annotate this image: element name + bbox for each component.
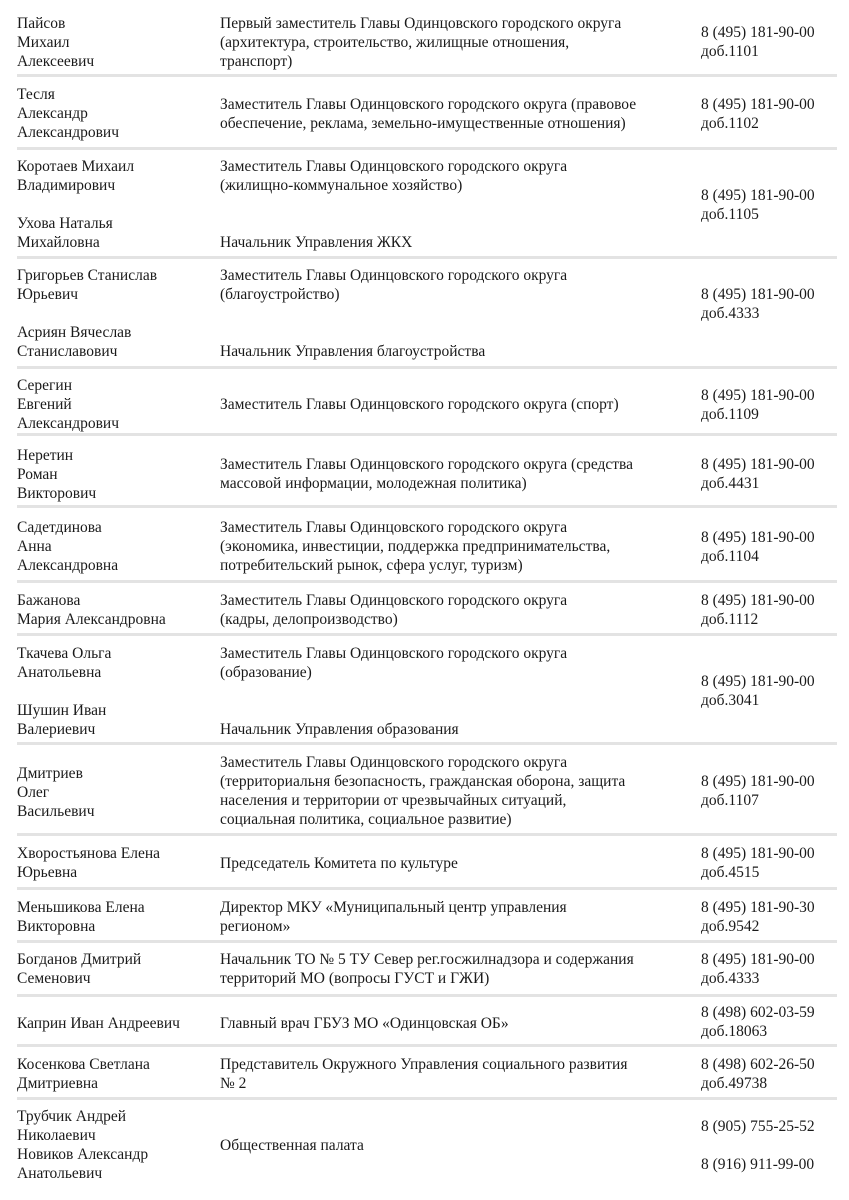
table-row: [17, 748, 837, 836]
position-description: Заместитель Главы Одинцовского городского округа (кадры, делопроизводство): [220, 592, 568, 628]
person-name: Григорьев Станислав Юрьевич: [17, 267, 158, 303]
phone-number: 8 (498) 602-03-59 доб.18063: [701, 1004, 815, 1040]
phone-number: 8 (495) 181-90-00 доб.1102: [701, 96, 815, 132]
position-description: Заместитель Главы Одинцовского городского округа (средства массовой информации, молодежная политика): [220, 456, 634, 492]
table-row: [17, 511, 837, 583]
position-description: Заместитель Главы Одинцовского городского округа (жилищно-коммунальное хозяйство): [220, 158, 568, 194]
phone-number: 8 (495) 181-90-00 доб.1101: [701, 24, 815, 60]
table-row: [17, 586, 837, 636]
position-description: Заместитель Главы Одинцовского городского округа (благоустройство): [220, 267, 568, 303]
table-row: [17, 262, 837, 369]
position-description: Заместитель Главы Одинцовского городского округа (спорт): [220, 396, 619, 413]
person-name: Дмитриев Олег Васильевич: [17, 765, 95, 820]
phone-number: 8 (495) 181-90-00 доб.3041: [701, 673, 815, 709]
person-name: Пайсов Михаил Алексеевич: [17, 15, 95, 70]
table-row: [17, 1000, 837, 1047]
table-row: [17, 153, 837, 259]
person-name: Бажанова Мария Александровна: [17, 592, 166, 628]
table-row: [17, 1103, 837, 1200]
person-name: Трубчик Андрей Николаевич Новиков Александр Анатольевич: [17, 1108, 149, 1182]
table-row: [17, 439, 837, 508]
person-name: Садетдинова Анна Александровна: [17, 519, 119, 574]
position-description: Заместитель Главы Одинцовского городского округа (образование): [220, 645, 568, 681]
position-description: Главный врач ГБУЗ МО «Одинцовская ОБ»: [220, 1015, 509, 1032]
person-name: Тесля Александр Александрович: [17, 86, 119, 141]
person-name: Серегин Евгений Александрович: [17, 377, 119, 432]
position-description: Заместитель Главы Одинцовского городского округа (правовое обеспечение, реклама, земельно-имущественные отношения): [220, 96, 637, 132]
phone-number: 8 (495) 181-90-00 доб.4333: [701, 951, 815, 987]
person-name: Ухова Наталья Михайловна: [17, 215, 113, 251]
position-description: Директор МКУ «Муниципальный центр управления регионом»: [220, 899, 567, 935]
person-name: Богданов Дмитрий Семенович: [17, 951, 142, 987]
position-description: Начальник ТО № 5 ТУ Север рег.госжилнадзора и содержания территорий МО (вопросы ГУСТ и ГЖИ): [220, 951, 634, 987]
phone-number: 8 (495) 181-90-00 доб.1107: [701, 773, 815, 809]
position-description: Председатель Комитета по культуре: [220, 855, 458, 872]
person-name: Шушин Иван Валериевич: [17, 702, 107, 738]
position-description: Первый заместитель Главы Одинцовского городского округа (архитектура, строительство, жилищные отношения, транспорт): [220, 15, 622, 70]
person-name: Косенкова Светлана Дмитриевна: [17, 1056, 150, 1092]
table-row: [17, 80, 837, 150]
person-name: Каприн Иван Андреевич: [17, 1015, 180, 1032]
phone-number: 8 (495) 181-90-00 доб.4333: [701, 286, 815, 322]
table-row: [17, 839, 837, 890]
position-description: Заместитель Главы Одинцовского городского округа (экономика, инвестиции, поддержка предпринимательства, потребительский рынок, сфера услуг, туризм): [220, 519, 611, 574]
position-description: Представитель Окружного Управления социального развития № 2: [220, 1056, 628, 1092]
table-row: [17, 639, 837, 745]
phone-number: 8 (495) 181-90-00 доб.1109: [701, 387, 815, 423]
position-description: Начальник Управления образования: [220, 721, 459, 738]
phone-number: 8 (495) 181-90-00 доб.1105: [701, 187, 815, 223]
position-description: Общественная палата: [220, 1137, 364, 1154]
position-description: Начальник Управления ЖКХ: [220, 234, 413, 251]
phone-number: 8 (905) 755-25-52 8 (916) 911-99-00: [701, 1118, 815, 1173]
table-row: [17, 372, 837, 436]
person-name: Асриян Вячеслав Станиславович: [17, 324, 132, 360]
person-name: Неретин Роман Викторович: [17, 447, 97, 502]
table-row: [17, 10, 837, 77]
person-name: Коротаев Михаил Владимирович: [17, 158, 135, 194]
phone-number: 8 (495) 181-90-00 доб.1104: [701, 529, 815, 565]
phone-number: 8 (495) 181-90-00 доб.4515: [701, 845, 815, 881]
phone-number: 8 (498) 602-26-50 доб.49738: [701, 1056, 815, 1092]
position-description: Заместитель Главы Одинцовского городского округа (территориальня безопасность, гражданская оборона, защита населения и территории от чрезвычайных ситуаций, социальная политика, социальное развитие): [220, 754, 626, 828]
person-name: Ткачева Ольга Анатольевна: [17, 645, 112, 681]
table-row: [17, 893, 837, 943]
position-description: Начальник Управления благоустройства: [220, 343, 486, 360]
person-name: Меньшикова Елена Викторовна: [17, 899, 145, 935]
phone-number: 8 (495) 181-90-00 доб.4431: [701, 456, 815, 492]
table-row: [17, 946, 837, 997]
table-row: [17, 1050, 837, 1100]
person-name: Хворостьянова Елена Юрьевна: [17, 845, 161, 881]
phone-number: 8 (495) 181-90-00 доб.1112: [701, 592, 815, 628]
phone-number: 8 (495) 181-90-30 доб.9542: [701, 899, 815, 935]
